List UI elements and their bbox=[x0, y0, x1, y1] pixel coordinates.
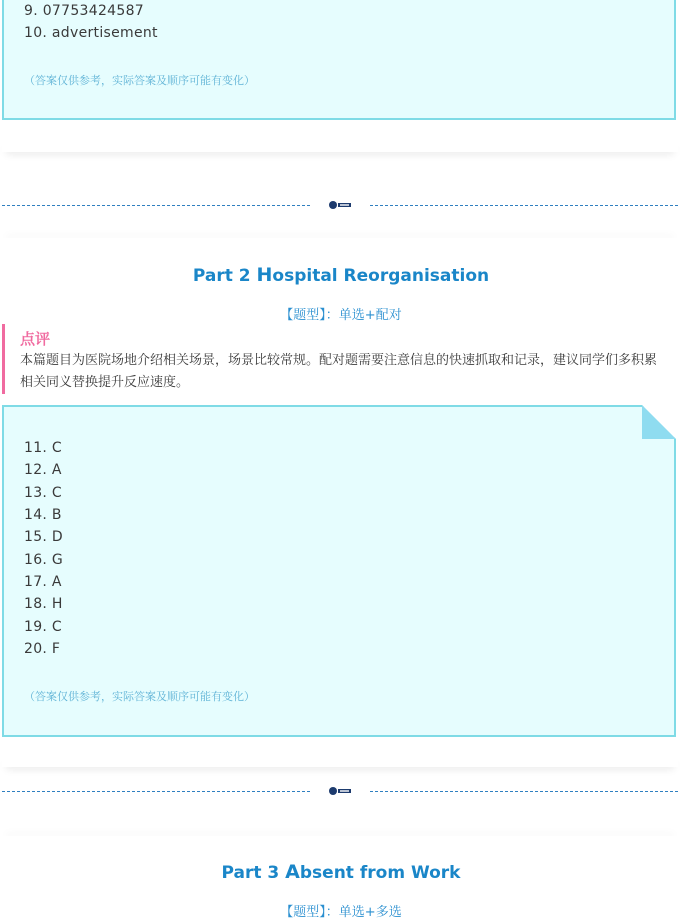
card-bottom-shadow bbox=[2, 138, 678, 152]
answer-line: 17. A bbox=[24, 574, 62, 590]
comment-heading: 点评 bbox=[20, 330, 51, 348]
answer-line: 10. advertisement bbox=[24, 25, 158, 41]
part3-title: Part 3 Absent from Work bbox=[221, 861, 461, 883]
card-top-shadow bbox=[2, 836, 678, 846]
separator-line-right bbox=[370, 791, 678, 792]
separator-line-left bbox=[2, 791, 310, 792]
separator-line-left bbox=[2, 205, 310, 206]
brand-logo-icon bbox=[328, 200, 352, 210]
answer-line: 15. D bbox=[24, 529, 63, 545]
answer-line: 18. H bbox=[24, 596, 63, 612]
answer-line: 16. G bbox=[24, 552, 64, 568]
comment-accent-bar bbox=[2, 324, 5, 394]
part1-answer-box bbox=[2, 0, 676, 120]
answer-disclaimer: （答案仅供参考，实际答案及顺序可能有变化） bbox=[24, 690, 255, 703]
part2-answer-box bbox=[2, 405, 676, 737]
answer-line: 13. C bbox=[24, 485, 62, 501]
answer-line: 14. B bbox=[24, 507, 62, 523]
part2-title: Part 2 Hospital Reorganisation bbox=[192, 264, 490, 286]
page-fold-corner bbox=[642, 405, 676, 439]
answer-line: 9. 07753424587 bbox=[24, 3, 144, 19]
answer-line: 12. A bbox=[24, 462, 62, 478]
answer-line: 20. F bbox=[24, 641, 61, 657]
part3-question-type: 【题型】：单选+多选 bbox=[280, 905, 402, 920]
separator-line-right bbox=[370, 205, 678, 206]
brand-logo-icon bbox=[328, 786, 352, 796]
answer-line: 19. C bbox=[24, 619, 62, 635]
part2-question-type: 【题型】：单选+配对 bbox=[280, 308, 402, 323]
answer-disclaimer: （答案仅供参考，实际答案及顺序可能有变化） bbox=[24, 74, 255, 87]
card-bottom-shadow bbox=[2, 753, 678, 767]
comment-body: 本篇题目为医院场地介绍相关场景，场景比较常规。配对题需要注意信息的快速抓取和记录，建议同学们多积累相关同义替换提升反应速度。 bbox=[20, 353, 658, 390]
answer-line: 11. C bbox=[24, 440, 62, 456]
card-top-shadow bbox=[2, 238, 678, 248]
